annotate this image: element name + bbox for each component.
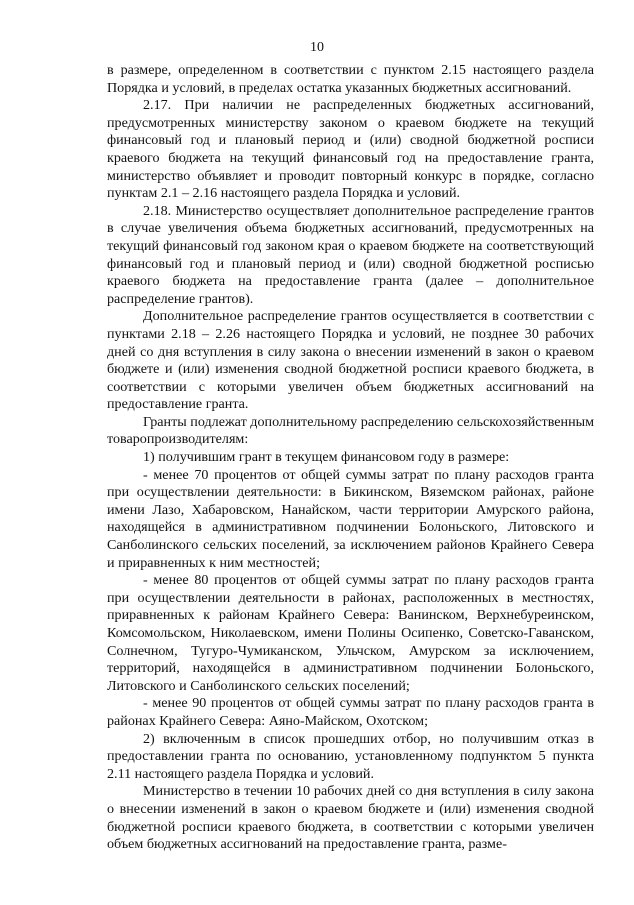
list-item: 2) включенным в список прошедших отбор, но получившим отказ в предоставлении гранта по основанию, установленному подпунктом 5 пункта 2.11 настоящего раздела Порядка и условий. [107, 730, 594, 782]
list-item: 1) получившим грант в текущем финансовом году в размере: [143, 449, 510, 466]
document-body [107, 62, 594, 854]
page-number: 10 [310, 40, 324, 55]
paragraph: 2.18. Министерство осуществляет дополнительное распределение грантов в случае увеличения объема бюджетных ассигнований, предусмотренных на текущий финансовый год законом края о краевом бюджете на соответствующий финансовый год и плановый период и (или) сводной бюджетной росписью краевого бюджета на предоставление гранта (далее – дополнительное распределение грантов). [107, 202, 594, 307]
paragraph: Дополнительное распределение грантов осуществляется в соответствии с пунктами 2.18 – 2.26 настоящего Порядка и условий, не позднее 30 рабочих дней со дня вступления в силу закона о внесении изменений в закон о краевом бюджете и (или) изменения сводной бюджетной росписи краевого бюджета, в соответствии с которыми увеличен объем бюджетных ассигнований на предоставление гранта. [107, 308, 594, 413]
paragraph: в размере, определенном в соответствии с пунктом 2.15 настоящего раздела Порядка и условий, в пределах остатка указанных бюджетных ассигнований. [107, 62, 594, 96]
paragraph: Гранты подлежат дополнительному распределению сельскохозяйственным товаропроизводителям: [107, 413, 594, 448]
list-item: - менее 80 процентов от общей суммы затрат по плану расходов гранта при осуществлении деятельности в районах, расположенных в местностях, приравненных к районам Крайнего Севера: Ванинском, Верхнебуреинском, Комсомольском, Николаевском, имени Полины Осипенко, Советско-Гаванском, Солнечном, Тугуро-Чумиканском, Ульчском, Амурском за исключением, территорий, находящейся в административном подчинении Болоньского, Литовского и Санболинского сельских поселений; [107, 572, 594, 694]
paragraph: 2.17. При наличии не распределенных бюджетных ассигнований, предусмотренных министерству законом о краевом бюджете на текущий финансовый год и плановый период и (или) сводной бюджетной росписи краевого бюджета на текущий финансовый год на предоставление гранта, министерство объявляет и проводит повторный конкурс в порядке, согласно пунктам 2.1 – 2.16 настоящего раздела Порядка и условий. [107, 97, 594, 202]
list-item: - менее 90 процентов от общей суммы затрат по плану расходов гранта в районах Крайнего Севера: Аяно-Майском, Охотском; [107, 695, 594, 729]
list-item: - менее 70 процентов от общей суммы затрат по плану расходов гранта при осуществлении деятельности: в Бикинском, Вяземском районах, районе имени Лазо, Хабаровском, Нанайском, части территории Амурского района, находящейся в административном подчинении Болоньского, Литовского и Санболинского сельских поселений, за исключением районов Крайнего Севера и приравненных к ним местностей; [107, 466, 594, 571]
paragraph: Министерство в течении 10 рабочих дней со дня вступления в силу закона о внесении изменений в закон о краевом бюджете и (или) изменения сводной бюджетной росписи краевого бюджета, в соответствии с которыми увеличен объем бюджетных ассигнований на предоставление гранта, разме- [107, 783, 594, 853]
